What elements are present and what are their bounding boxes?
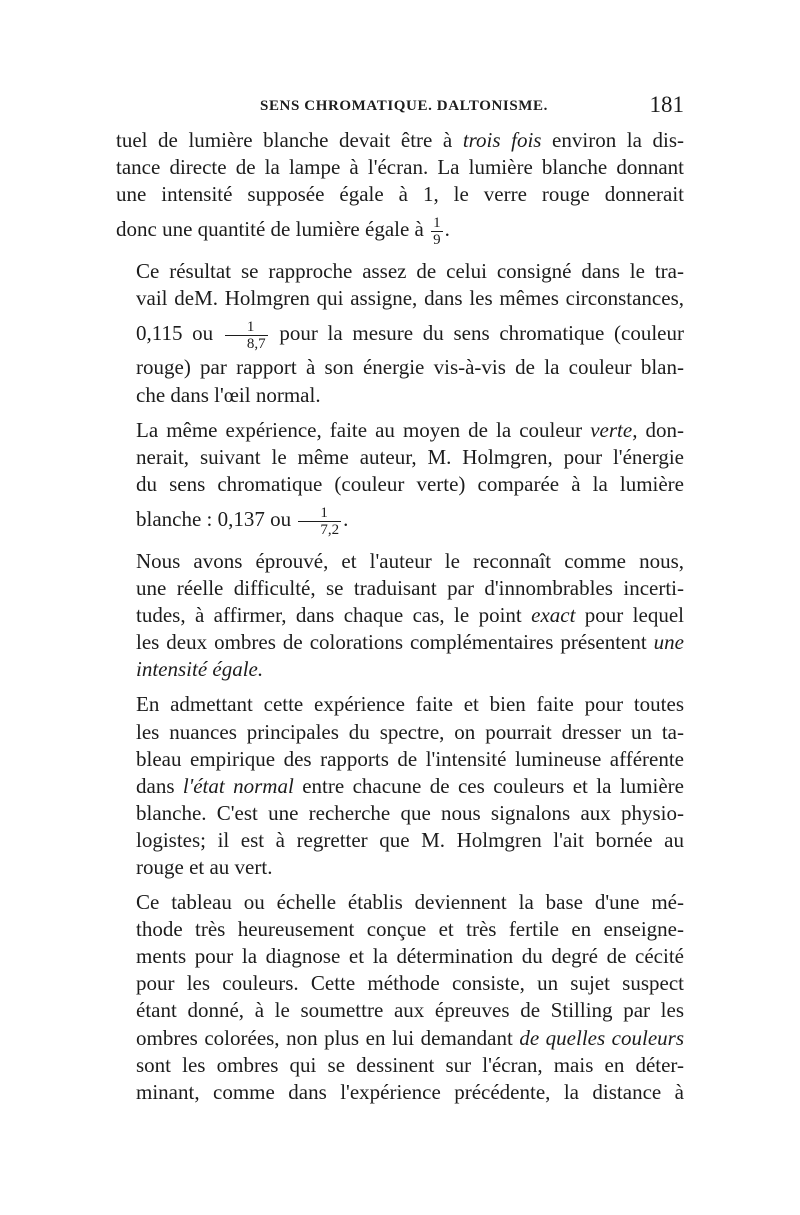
text-line: nerait, suivant le même auteur, M. Holmgren, pour l'énergie (136, 444, 684, 469)
fraction (431, 215, 443, 248)
emphasis: de quelles couleurs (519, 1025, 684, 1050)
text-line: che dans l'œil normal. (136, 382, 321, 407)
fraction (225, 319, 268, 352)
emphasis: une (653, 630, 684, 655)
text-line (116, 208, 684, 250)
paragraph (116, 417, 684, 540)
fraction-numerator: 1 (298, 505, 341, 522)
emphasis: exact (531, 603, 576, 628)
text-segment: tuel de lumière blanche devait être à (116, 128, 463, 152)
fraction-denominator: 9 (433, 231, 441, 248)
text-segment: pour la mesure du sens chromatique (couleur (269, 321, 684, 346)
fraction-numerator: 1 (225, 319, 268, 336)
text-segment: environ la dis- (541, 128, 684, 152)
body-text (116, 127, 684, 1114)
text-line: étant donné, à le soumettre aux épreuves de Stilling par les (136, 998, 684, 1023)
text-segment: blanche : 0,137 ou (136, 506, 297, 531)
text-line: pour les couleurs. Cette méthode consiste, un sujet suspect (136, 971, 684, 996)
text-line (116, 602, 684, 629)
text-line: une intensité supposée égale à 1, le verre rouge donnerait (116, 182, 684, 207)
text-segment: entre chacune de ces couleurs et la lumière (293, 773, 684, 798)
text-segment: . (343, 506, 349, 531)
text-line (116, 127, 684, 154)
paragraph (116, 258, 684, 408)
text-line: rouge) par rapport à son énergie vis-à-vis de la couleur blan- (136, 355, 684, 380)
text-segment: les deux ombres de colorations complémentaires présentent (136, 630, 654, 655)
paragraph (116, 691, 684, 881)
text-segment: pour lequel (575, 603, 684, 628)
text-line: tance directe de la lampe à l'écran. La lumière blanche donnant (116, 155, 684, 180)
text-line: minant, comme dans l'expérience précédente, la distance à (136, 1079, 684, 1104)
paragraph (116, 127, 684, 250)
text-line (116, 629, 684, 656)
text-line: En admettant cette expérience faite et bien faite pour toutes (136, 692, 684, 717)
emphasis: trois fois (462, 128, 542, 152)
text-line: ments pour la diagnose et la détermination du degré de cécité (136, 944, 684, 969)
emphasis: intensité égale. (136, 657, 264, 682)
text-segment: tudes, à affirmer, dans chaque cas, le point (136, 603, 532, 628)
emphasis: verte, (590, 417, 638, 442)
text-line: Ce résultat se rapproche assez de celui consigné dans le tra- (136, 259, 684, 284)
text-segment: dans (136, 773, 183, 798)
page-number: 181 (649, 92, 684, 117)
page-header (116, 92, 684, 122)
running-title: SENS CHROMATIQUE. DALTONISME. (260, 98, 549, 114)
fraction (298, 505, 341, 538)
text-line: Nous avons éprouvé, et l'auteur le reconnaît comme nous, (136, 548, 684, 573)
text-segment: don- (637, 417, 684, 442)
emphasis: l'état normal (182, 773, 294, 798)
text-line: logistes; il est à regretter que M. Holmgren l'ait bornée au (136, 827, 684, 852)
fraction-numerator: 1 (433, 214, 441, 231)
text-line: blanche. C'est une recherche que nous signalons aux physio- (136, 800, 684, 825)
text-line (116, 417, 684, 444)
text-line: vail deM. Holmgren qui assigne, dans les mêmes circonstances, (136, 286, 684, 311)
text-segment: 0,115 ou (136, 321, 223, 346)
fraction-denominator: 7,2 (320, 521, 340, 538)
text-segment: La même expérience, faite au moyen de la couleur (136, 417, 591, 442)
text-segment: donc une quantité de lumière égale à (116, 217, 430, 242)
text-line: Ce tableau ou échelle établis deviennent la base d'une mé- (136, 890, 684, 915)
text-line (116, 773, 684, 800)
text-line: rouge et au vert. (136, 854, 273, 879)
text-line (116, 498, 684, 540)
text-line: thode très heureusement conçue et très fertile en enseigne- (136, 917, 684, 942)
paragraph (116, 889, 684, 1106)
fraction-denominator: 8,7 (246, 336, 266, 353)
text-segment: ombres colorées, non plus en lui demandant (136, 1025, 520, 1050)
text-segment: . (444, 217, 450, 242)
text-line: une réelle difficulté, se traduisant par d'innombrables incerti- (136, 576, 684, 601)
paragraph (116, 548, 684, 683)
text-line (116, 656, 684, 683)
text-line: du sens chromatique (couleur verte) comparée à la lumière (136, 471, 684, 496)
text-line (116, 1025, 684, 1052)
text-line: bleau empirique des rapports de l'intensité lumineuse afférente (136, 746, 684, 771)
text-line: sont les ombres qui se dessinent sur l'écran, mais en déter- (136, 1052, 684, 1077)
text-line (116, 312, 684, 354)
text-line: les nuances principales du spectre, on pourrait dresser un ta- (136, 719, 684, 744)
